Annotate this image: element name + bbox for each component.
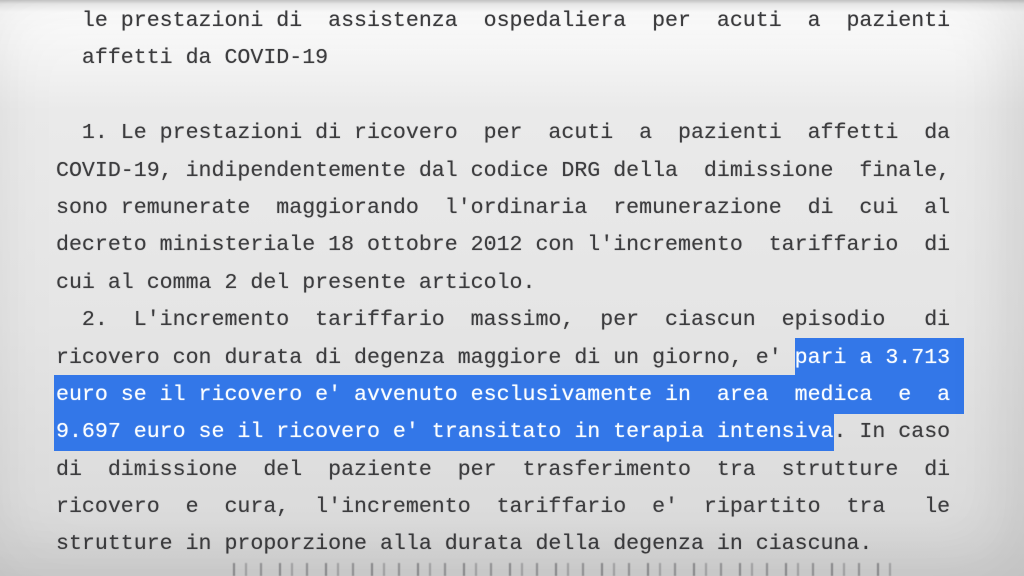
text-segment: le prestazioni di assistenza ospedaliera per acuti a pazienti xyxy=(56,9,951,33)
text-line xyxy=(56,340,1024,377)
selected-text[interactable]: pari a 3.713 xyxy=(795,338,965,377)
text-segment: sono remunerate maggiorando l'ordinaria remunerazione di cui al xyxy=(56,195,951,220)
text-line xyxy=(56,265,1024,302)
text-line xyxy=(56,115,1024,152)
text-line xyxy=(56,452,1024,489)
text-segment: ricovero con durata di degenza maggiore di un giorno, e' xyxy=(56,345,795,370)
text-line xyxy=(56,302,1024,339)
text-line xyxy=(56,227,1024,264)
text-line xyxy=(56,3,1024,40)
text-segment: 2. L'incremento tariffario massimo, per ciascun episodio di xyxy=(56,308,951,333)
text-segment: ricovero e cura, l'incremento tariffario e' ripartito tra le xyxy=(56,495,951,520)
text-line xyxy=(56,414,1024,451)
text-segment: decreto ministeriale 18 ottobre 2012 con l'incremento tariffario di xyxy=(56,233,951,258)
text-segment: affetti da COVID-19 xyxy=(56,46,329,71)
text-line xyxy=(56,190,1024,227)
text-line xyxy=(56,526,1024,563)
text-line xyxy=(56,78,1024,115)
selected-text[interactable]: 9.697 euro se il ricovero e' transitato in terapia intensiva xyxy=(54,412,834,451)
text-segment: COVID-19, indipendentemente dal codice DRG della dimissione finale, xyxy=(56,158,951,183)
text-line xyxy=(56,377,1024,414)
text-segment: 1. Le prestazioni di ricovero per acuti a pazienti affetti da xyxy=(56,121,951,146)
text-segment: strutture in proporzione alla durata della degenza in ciascuna. xyxy=(56,532,873,557)
text-line xyxy=(56,489,1024,526)
document-text xyxy=(56,3,1024,564)
clipped-text-line xyxy=(233,563,903,576)
text-segment: di dimissione del paziente per trasferimento tra strutture di xyxy=(56,457,951,482)
selected-text[interactable]: euro se il ricovero e' avvenuto esclusivamente in area medica e a xyxy=(54,375,964,414)
text-line xyxy=(56,153,1024,190)
text-segment: cui al comma 2 del presente articolo. xyxy=(56,270,536,295)
text-segment: . In caso xyxy=(833,420,951,445)
text-line xyxy=(56,40,1024,77)
